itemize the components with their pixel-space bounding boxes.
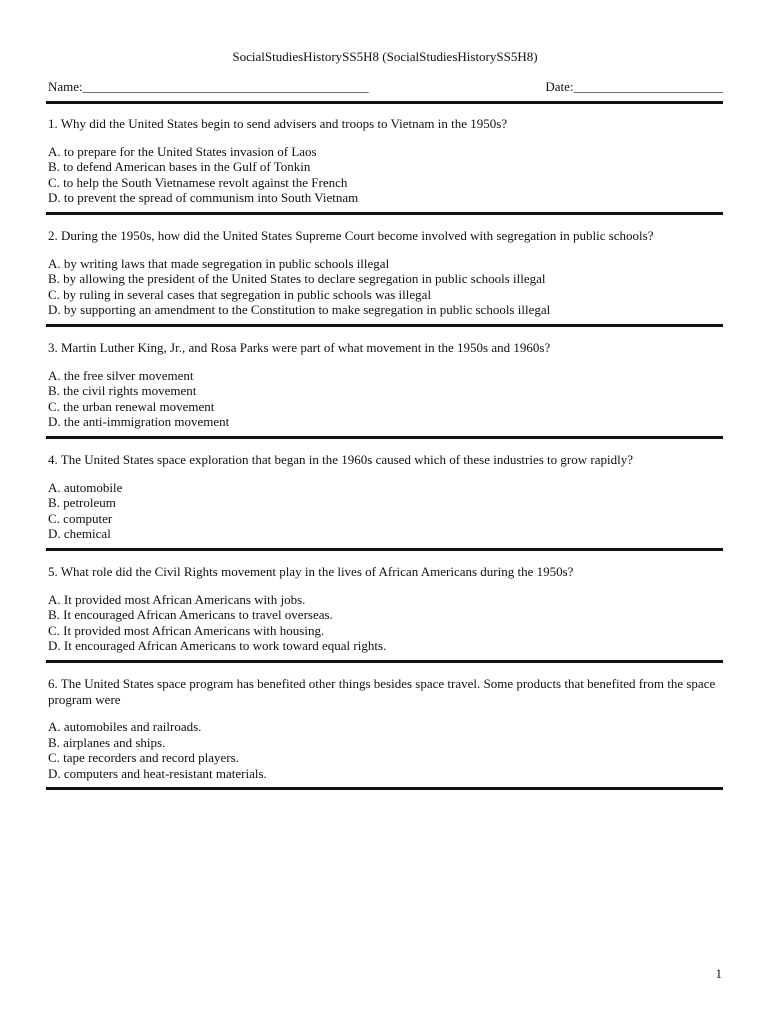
question-5 [48, 564, 720, 654]
answer-option: C. computer [48, 510, 113, 526]
answer-option: D. It encouraged African Americans to work toward equal rights. [48, 638, 387, 654]
answer-option: B. the civil rights movement [48, 383, 197, 399]
answer-option: A. to prepare for the United States invasion of Laos [48, 143, 317, 159]
answer-option: A. automobile [48, 479, 123, 495]
divider [46, 324, 723, 327]
answer-option: A. It provided most African Americans with jobs. [48, 591, 306, 607]
answer-option: D. chemical [48, 526, 111, 542]
answer-option: A. automobiles and railroads. [48, 719, 202, 735]
question-stem: 4. The United States space exploration that began in the 1960s caused which of these industries to grow rapidly? [48, 452, 633, 467]
answer-option: D. to prevent the spread of communism into South Vietnam [48, 190, 359, 206]
question-stem: 1. Why did the United States begin to send advisers and troops to Vietnam in the 1950s? [48, 116, 508, 131]
answer-option: C. It provided most African Americans with housing. [48, 622, 325, 638]
answer-option: B. airplanes and ships. [48, 734, 166, 750]
question-stem: 6. The United States space program has benefited other things besides space travel. Some products that benefited from the space program were [48, 676, 716, 707]
name-date-row [48, 79, 723, 95]
divider [46, 660, 723, 663]
question-1 [48, 116, 720, 206]
question-4 [48, 452, 720, 542]
worksheet-title: SocialStudiesHistorySS5H8 (SocialStudiesHistorySS5H8) [232, 49, 538, 64]
answer-option: A. by writing laws that made segregation in public schools illegal [48, 255, 390, 271]
answer-option: A. the free silver movement [48, 367, 194, 383]
divider [46, 212, 723, 215]
answer-option: B. petroleum [48, 495, 116, 511]
answer-option: C. to help the South Vietnamese revolt against the French [48, 174, 348, 190]
answer-option: B. by allowing the president of the United States to declare segregation in public schools illegal [48, 271, 546, 287]
answer-option: D. computers and heat-resistant materials. [48, 765, 267, 781]
divider [46, 548, 723, 551]
question-stem: 2. During the 1950s, how did the United States Supreme Court become involved with segregation in public schools? [48, 228, 654, 243]
question-stem: 3. Martin Luther King, Jr., and Rosa Parks were part of what movement in the 1950s and 1960s? [48, 340, 551, 355]
question-stem: 5. What role did the Civil Rights movement play in the lives of African Americans during the 1950s? [48, 564, 574, 579]
question-2 [48, 228, 720, 318]
date-field: Date:_______________________ [545, 79, 723, 94]
answer-option: B. to defend American bases in the Gulf of Tonkin [48, 159, 311, 175]
answer-option: C. by ruling in several cases that segregation in public schools was illegal [48, 286, 432, 302]
answer-option: C. tape recorders and record players. [48, 750, 239, 766]
answer-option: C. the urban renewal movement [48, 398, 215, 414]
question-3 [48, 340, 720, 430]
name-field: Name:____________________________________________ [48, 79, 369, 94]
question-6 [48, 676, 720, 782]
answer-option: B. It encouraged African Americans to travel overseas. [48, 607, 333, 623]
divider [46, 436, 723, 439]
divider [46, 101, 723, 104]
divider [46, 787, 723, 790]
answer-option: D. the anti-immigration movement [48, 414, 230, 430]
page-number: 1 [715, 966, 722, 981]
answer-option: D. by supporting an amendment to the Constitution to make segregation in public schools illegal [48, 302, 551, 318]
